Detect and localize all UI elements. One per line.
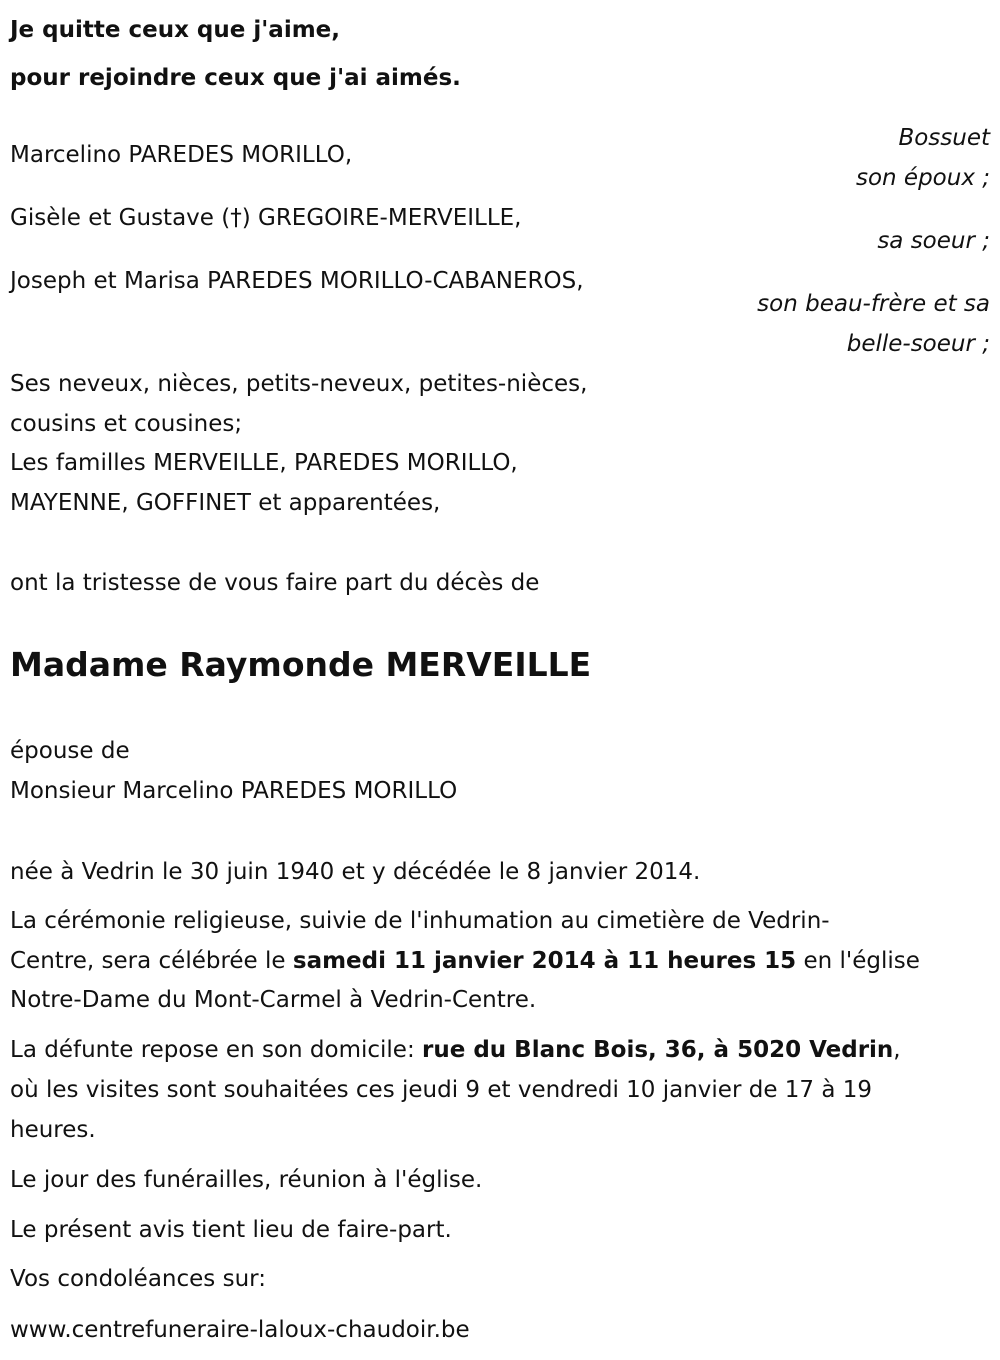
ceremony-line-1: La cérémonie religieuse, suivie de l'inhumation au cimetière de Vedrin-	[10, 908, 830, 934]
deceased-name: Madame Raymonde MERVEILLE	[10, 645, 592, 684]
spouse-name: Monsieur Marcelino PAREDES MORILLO	[10, 778, 458, 804]
family-relation-in-laws-2: belle-soeur ;	[846, 331, 990, 357]
ceremony-text: Centre, sera célébrée le	[10, 948, 293, 974]
epigraph-line-2: pour rejoindre ceux que j'ai aimés.	[10, 65, 461, 91]
relatives-line: cousins et cousines;	[10, 411, 243, 437]
family-member-sister: Gisèle et Gustave (†) GREGOIRE-MERVEILLE,	[10, 205, 522, 231]
relatives-line: MAYENNE, GOFFINET et apparentées,	[10, 490, 441, 516]
spouse-label: épouse de	[10, 738, 130, 764]
family-member-spouse: Marcelino PAREDES MORILLO,	[10, 142, 353, 168]
family-relation-spouse: son époux ;	[855, 165, 990, 191]
funeral-day: Le jour des funérailles, réunion à l'église.	[10, 1167, 483, 1193]
rest-line-2: où les visites sont souhaitées ces jeudi 9 et vendredi 10 janvier de 17 à 19	[10, 1077, 873, 1103]
rest-text: ,	[893, 1037, 901, 1063]
website-link[interactable]: www.centrefuneraire-laloux-chaudoir.be	[10, 1317, 470, 1343]
relatives-line: Les familles MERVEILLE, PAREDES MORILLO,	[10, 450, 518, 476]
notice: Le présent avis tient lieu de faire-part.	[10, 1217, 452, 1243]
birth-death: née à Vedrin le 30 juin 1940 et y décédée le 8 janvier 2014.	[10, 859, 701, 885]
rest-line-3: heures.	[10, 1117, 96, 1143]
family-relation-location: Bossuet	[898, 125, 990, 151]
condolences-label: Vos condoléances sur:	[10, 1266, 266, 1292]
ceremony-text: en l'église	[796, 948, 920, 974]
ceremony-line-3: Notre-Dame du Mont-Carmel à Vedrin-Centre.	[10, 987, 537, 1013]
ceremony-line-2	[10, 947, 920, 975]
rest-address: rue du Blanc Bois, 36, à 5020 Vedrin	[422, 1037, 894, 1063]
epigraph-line-1: Je quitte ceux que j'aime,	[10, 17, 341, 43]
announcement: ont la tristesse de vous faire part du décès de	[10, 570, 540, 596]
rest-text: La défunte repose en son domicile:	[10, 1037, 423, 1063]
rest-line-1	[10, 1036, 901, 1064]
family-relation-sister: sa soeur ;	[877, 228, 990, 254]
family-relation-in-laws-1: son beau-frère et sa	[757, 291, 990, 317]
ceremony-date: samedi 11 janvier 2014 à 11 heures 15	[292, 948, 797, 974]
relatives-line: Ses neveux, nièces, petits-neveux, petites-nièces,	[10, 371, 588, 397]
family-member-in-laws: Joseph et Marisa PAREDES MORILLO-CABANEROS,	[10, 268, 584, 294]
